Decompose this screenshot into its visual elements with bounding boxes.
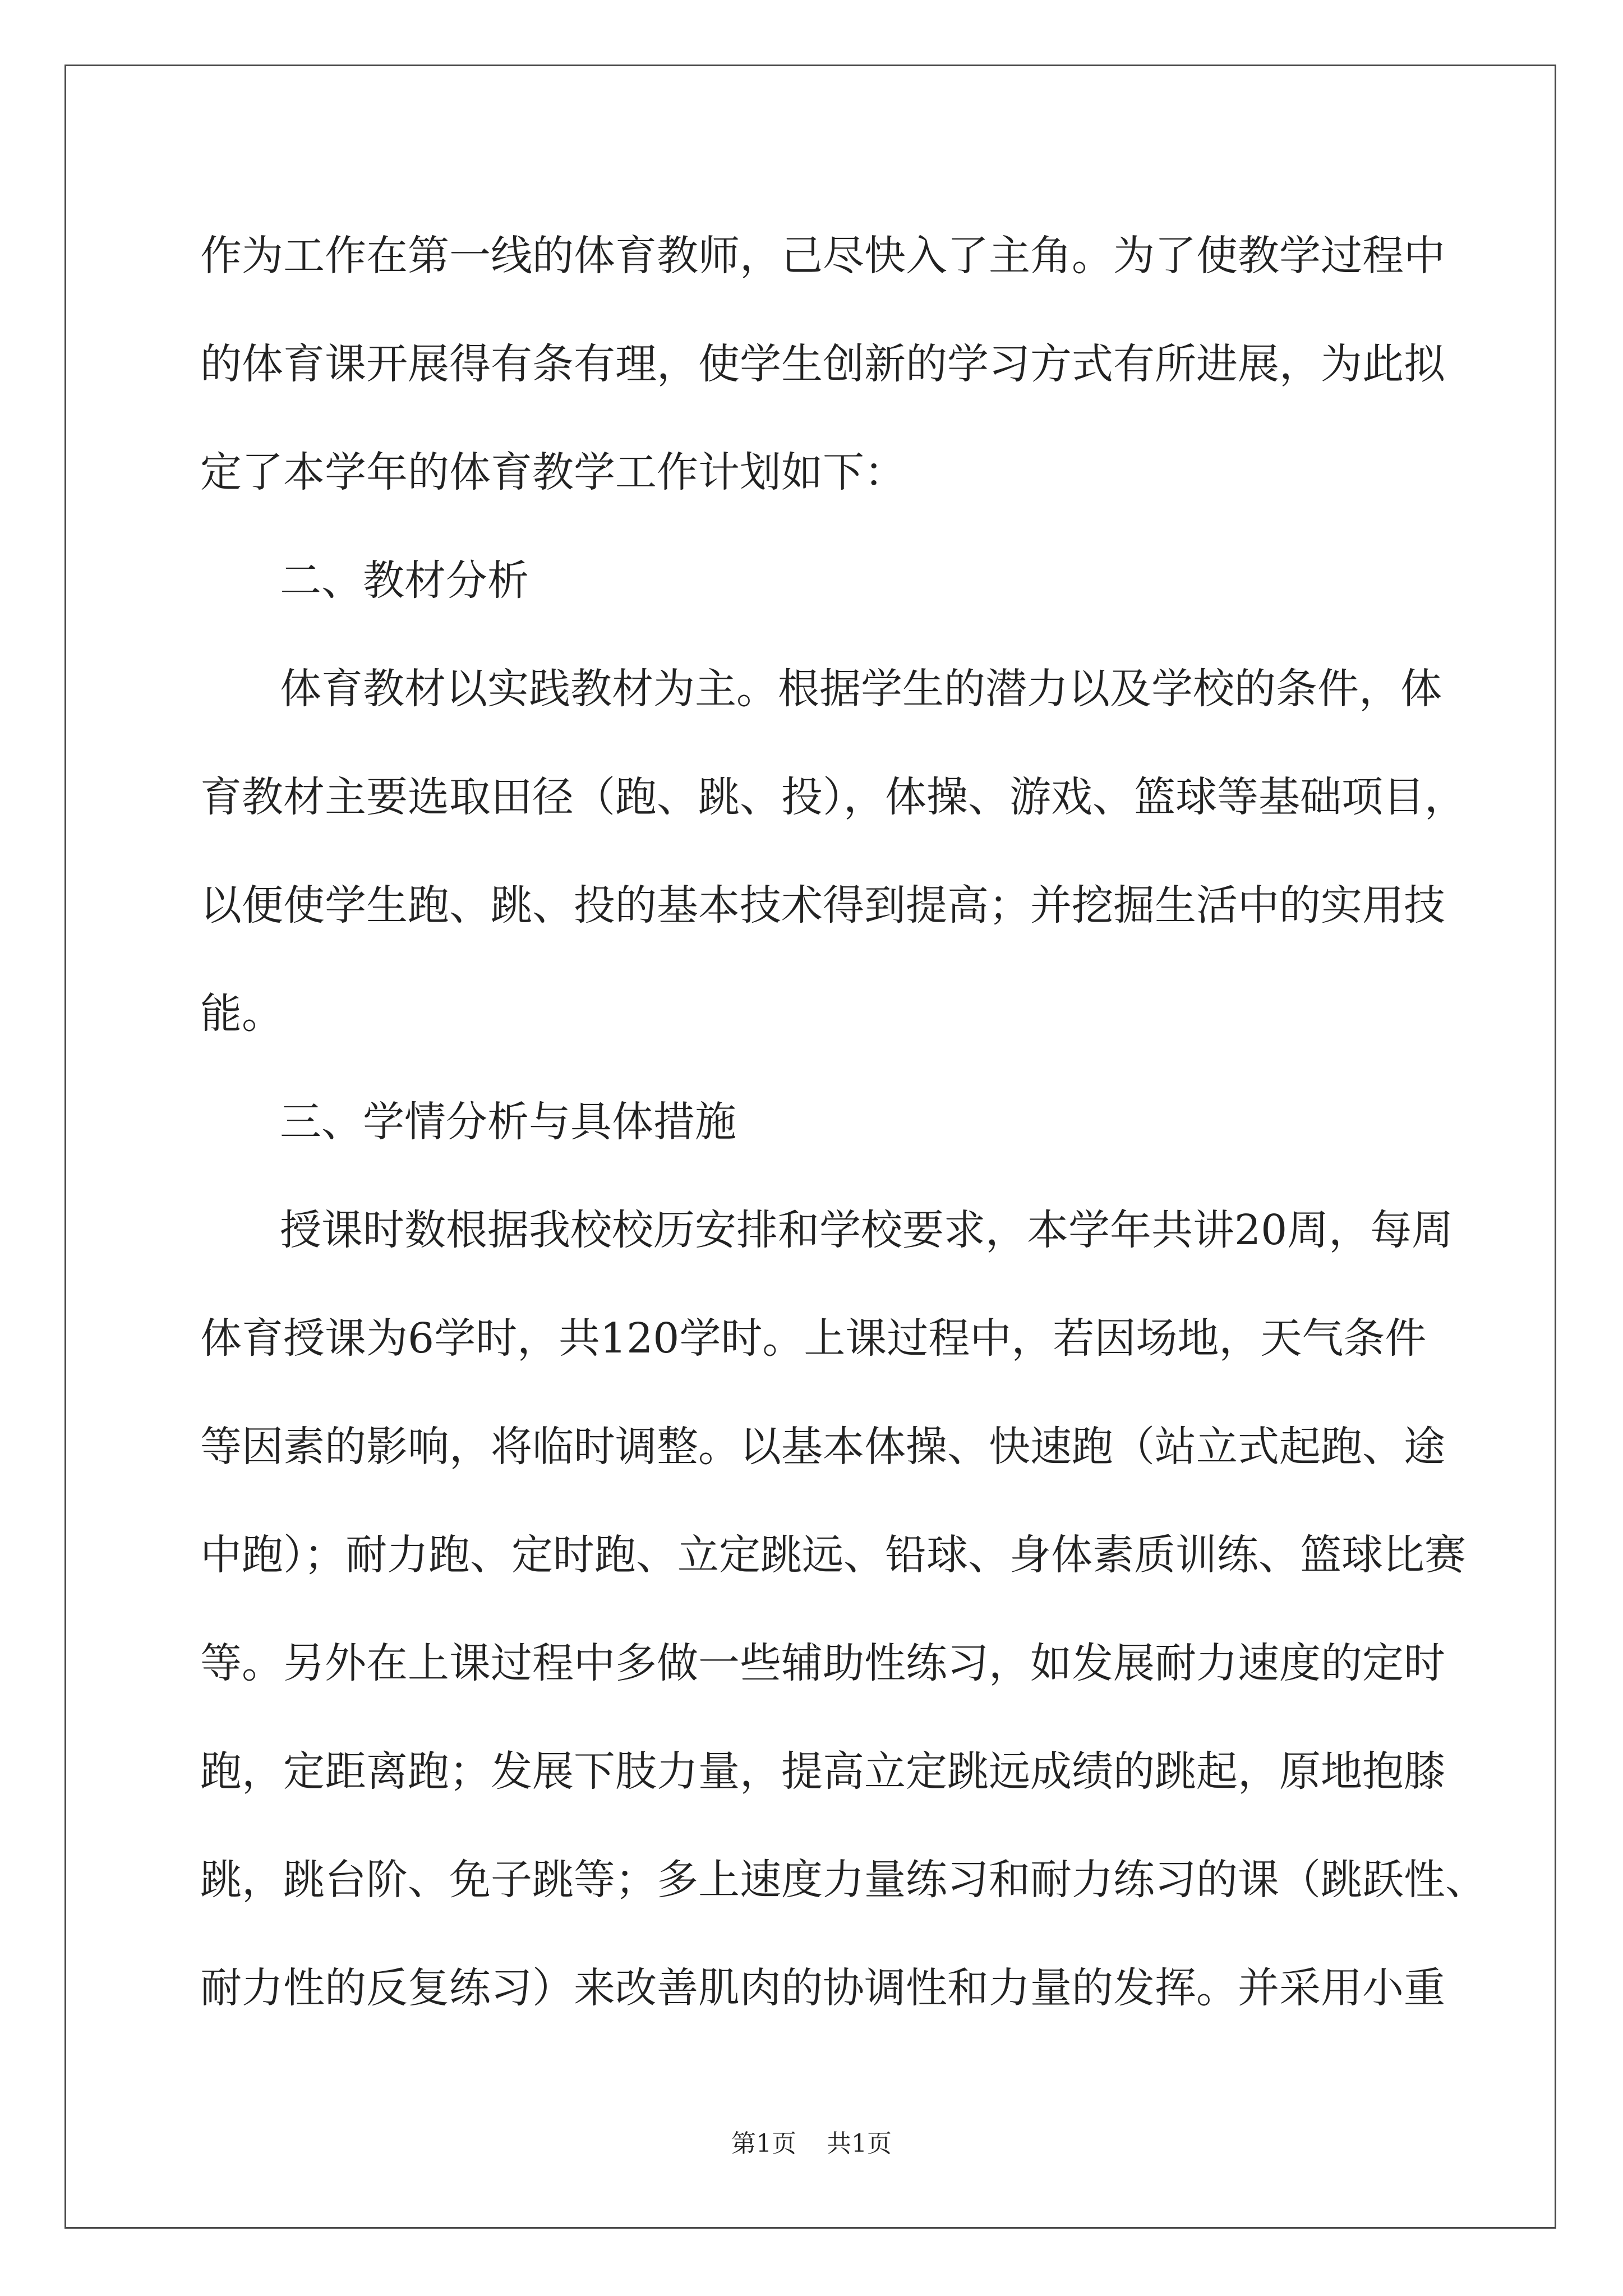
text-line: 育教材主要选取田径（跑、跳、投），体操、游戏、篮球等基础项目， [200, 773, 1466, 821]
document-body [200, 202, 1487, 2042]
text-line: 以便使学生跑、跳、投的基本技术得到提高；并挖掘生活中的实用技 [200, 881, 1445, 930]
text-line: 授课时数根据我校校历安排和学校要求，本学年共讲20周，每周 [280, 1206, 1454, 1254]
text-line: 的体育课开展得有条有理，使学生创新的学习方式有所进展，为此拟 [200, 340, 1445, 388]
text-line: 定了本学年的体育教学工作计划如下： [200, 448, 906, 496]
text-line: 等因素的影响，将临时调整。以基本体操、快速跑（站立式起跑、途 [200, 1423, 1445, 1471]
text-line: 作为工作在第一线的体育教师，己尽快入了主角。为了使教学过程中 [200, 232, 1445, 280]
page-footer [0, 2127, 1623, 2161]
text-line: 等。另外在上课过程中多做一些辅助性练习，如发展耐力速度的定时 [200, 1639, 1445, 1687]
text-line: 能。 [200, 990, 283, 1038]
text-line: 跳，跳台阶、免子跳等；多上速度力量练习和耐力练习的课（跳跃性、 [200, 1856, 1487, 1904]
page-number: 第1页 [731, 2129, 796, 2158]
text-line: 体育授课为6学时，共120学时。上课过程中，若因场地，天气条件 [200, 1314, 1427, 1363]
text-line: 跑，定距离跑；发展下肢力量，提高立定跳远成绩的跳起，原地抱膝 [200, 1747, 1445, 1796]
section-heading: 二、教材分析 [280, 556, 529, 605]
text-line: 耐力性的反复练习）来改善肌肉的协调性和力量的发挥。并采用小重 [200, 1964, 1445, 2012]
section-heading: 三、学情分析与具体措施 [280, 1098, 736, 1146]
page-total: 共1页 [827, 2129, 892, 2158]
text-line: 体育教材以实践教材为主。根据学生的潜力以及学校的条件，体 [280, 665, 1442, 713]
text-line: 中跑）；耐力跑、定时跑、立定跳远、铅球、身体素质训练、篮球比赛 [200, 1531, 1466, 1579]
